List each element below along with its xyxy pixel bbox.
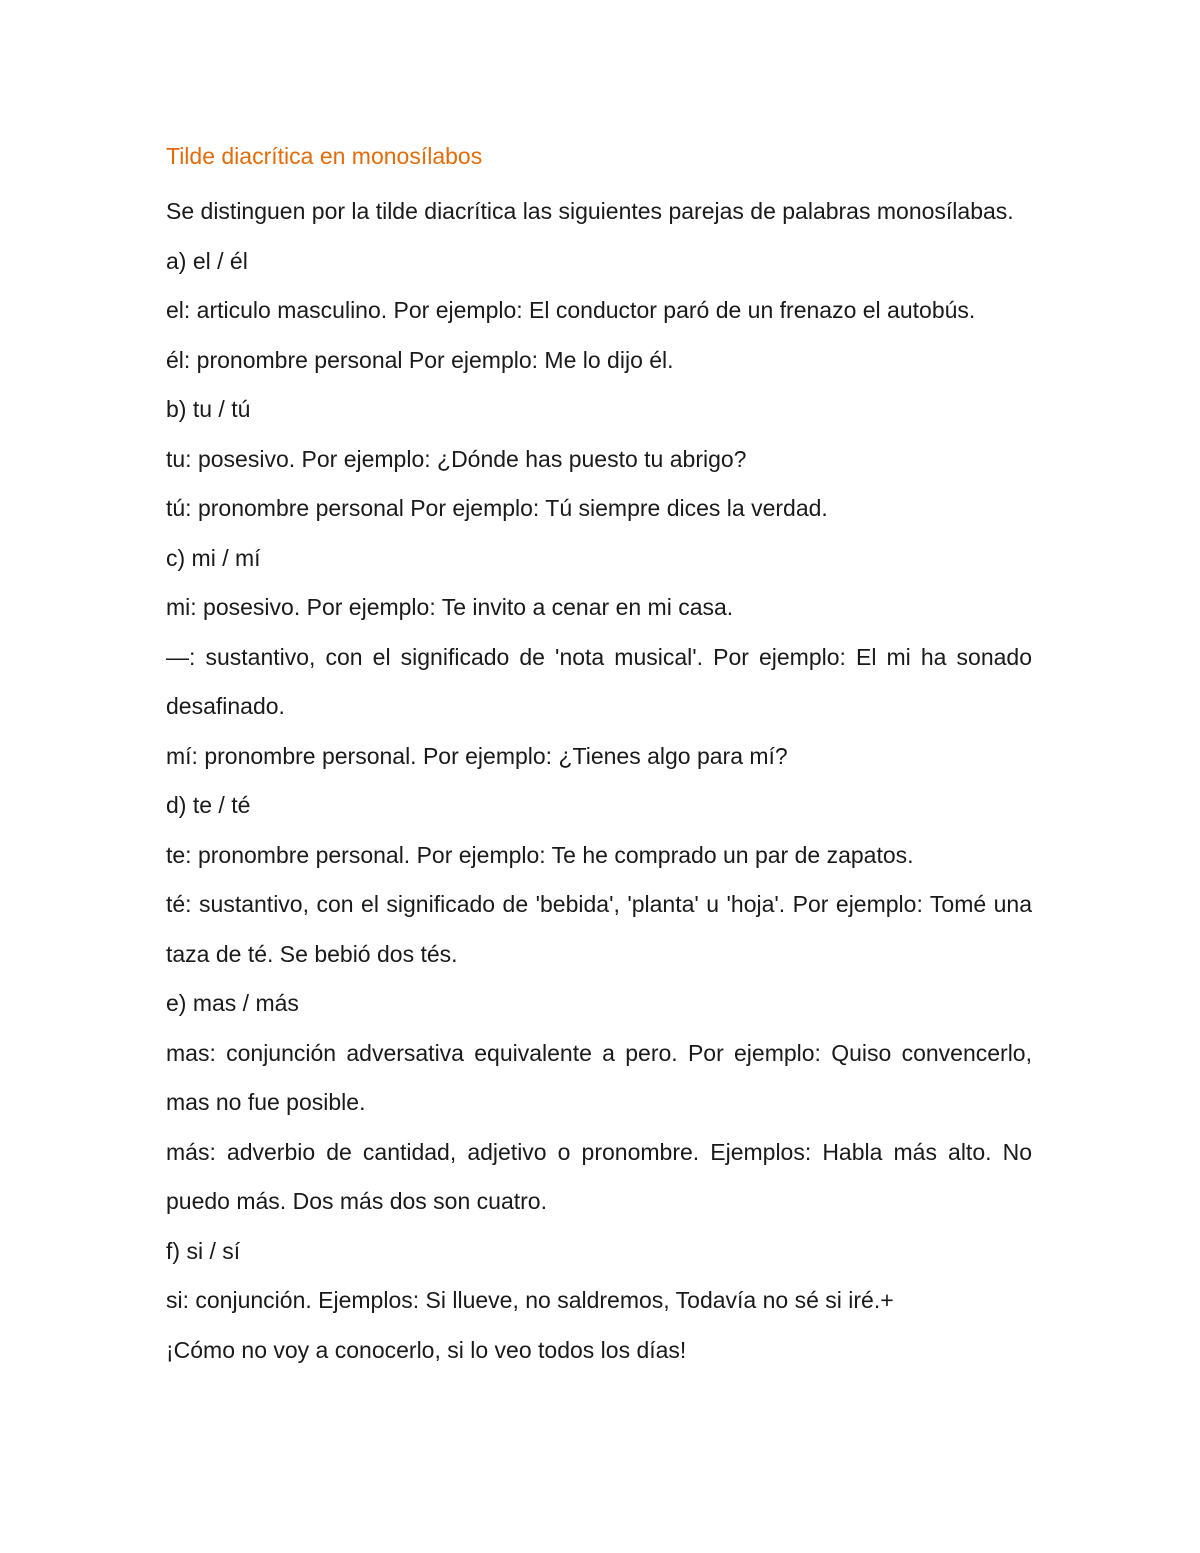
definition-mi: mi: posesivo. Por ejemplo: Te invito a cenar en mi casa. <box>166 594 734 620</box>
definition-mi-noun: —: sustantivo, con el significado de 'nota musical'. Por ejemplo: El mi ha sonado desafinado. <box>166 643 1032 719</box>
pair-heading-mi: c) mi / mí <box>166 544 261 571</box>
intro-paragraph: Se distinguen por la tilde diacrítica las siguientes parejas de palabras monosílabas. <box>166 198 1014 224</box>
definition-te-accented: té: sustantivo, con el significado de 'bebida', 'planta' u 'hoja'. Por ejemplo: Tomé una taza de té. Se bebió dos tés. <box>166 891 1032 967</box>
document-title: Tilde diacrítica en monosílabos <box>166 143 483 169</box>
pair-heading-tu: b) tu / tú <box>166 396 251 422</box>
pair-heading-te: d) te / té <box>166 792 251 818</box>
definition-el-accented: él: pronombre personal Por ejemplo: Me lo dijo él. <box>166 346 674 373</box>
definition-tu: tu: posesivo. Por ejemplo: ¿Dónde has puesto tu abrigo? <box>166 445 747 472</box>
definition-te: te: pronombre personal. Por ejemplo: Te he comprado un par de zapatos. <box>166 841 914 868</box>
definition-mas-accented: más: adverbio de cantidad, adjetivo o pronombre. Ejemplos: Habla más alto. No puedo más. Dos más dos son cuatro. <box>166 1138 1032 1214</box>
pair-heading-el: a) el / él <box>166 247 248 274</box>
definition-si: si: conjunción. Ejemplos: Si llueve, no saldremos, Todavía no sé si iré.+ <box>166 1287 894 1313</box>
definition-mas: mas: conjunción adversativa equivalente a pero. Por ejemplo: Quiso convencerlo, mas no fue posible. <box>166 1039 1032 1115</box>
document-body <box>166 138 1032 1375</box>
pair-heading-mas: e) mas / más <box>166 990 299 1016</box>
definition-el: el: articulo masculino. Por ejemplo: El conductor paró de un frenazo el autobús. <box>166 297 976 323</box>
definition-mi-accented: mí: pronombre personal. Por ejemplo: ¿Tienes algo para mí? <box>166 742 788 769</box>
definition-tu-accented: tú: pronombre personal Por ejemplo: Tú siempre dices la verdad. <box>166 495 828 521</box>
example-si: ¡Cómo no voy a conocerlo, si lo veo todos los días! <box>166 1336 687 1363</box>
pair-heading-si: f) si / sí <box>166 1237 241 1264</box>
